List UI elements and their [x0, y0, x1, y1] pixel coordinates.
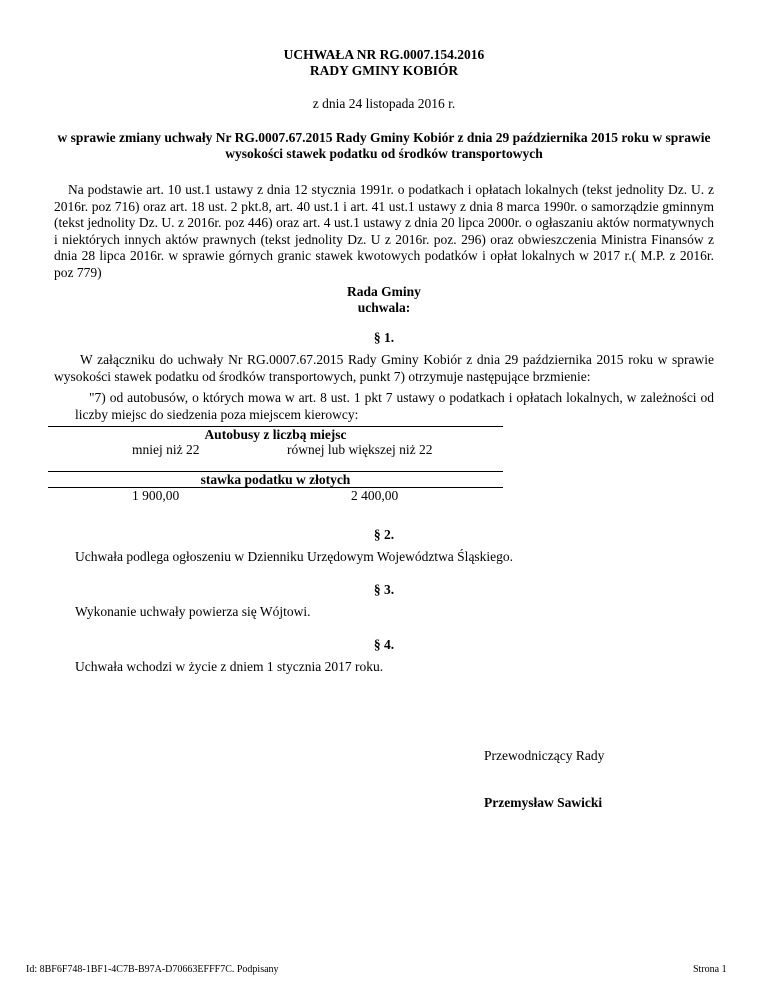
- footer-document-id: Id: 8BF6F748-1BF1-4C7B-B97A-D70663EFFF7C. Podpisany: [26, 964, 279, 975]
- section-2-heading: § 2.: [373, 527, 395, 542]
- section-2-text: Uchwała podlega ogłoszeniu w Dzienniku Urzędowym Województwa Śląskiego.: [75, 549, 514, 564]
- table-col-1: mniej niż 22: [132, 442, 200, 457]
- resolves-line-1: Rada Gminy: [347, 284, 421, 299]
- section-1-text: W załączniku do uchwały Nr RG.0007.67.2015 Rady Gminy Kobiór z dnia 29 października 2015 roku w sprawie wysokości stawek podatku od środków transportowych, punkt 7) otrzymuje następujące brzmienie:: [54, 352, 714, 384]
- signature-role: Przewodniczący Rady: [484, 748, 605, 763]
- resolves-heading: [0, 284, 768, 316]
- title-line-1: UCHWAŁA NR RG.0007.154.2016: [283, 47, 485, 62]
- document-title: [0, 47, 768, 79]
- resolves-line-2: uchwala:: [357, 300, 411, 315]
- section-3-text: Wykonanie uchwały powierza się Wójtowi.: [75, 604, 311, 619]
- section-1-quote: "7) od autobusów, o których mowa w art. 8 ust. 1 pkt 7 ustawy o podatkach i opłatach lokalnych, w zależności od liczby miejsc do siedzenia poza miejscem kierowcy:: [75, 390, 714, 422]
- section-4-heading: § 4.: [373, 637, 395, 652]
- table-rate-label: stawka podatku w złotych: [48, 472, 503, 488]
- table-value-1: 1 900,00: [132, 488, 180, 503]
- document-date: z dnia 24 listopada 2016 r.: [312, 96, 456, 111]
- table-value-2: 2 400,00: [351, 488, 399, 503]
- signature-name: Przemysław Sawicki: [484, 795, 603, 810]
- preamble-text: Na podstawie art. 10 ust.1 ustawy z dnia 12 stycznia 1991r. o podatkach i opłatach lokalnych (tekst jednolity Dz. U. z 2016r. poz 716) oraz art. 18 ust. 2 pkt.8, art. 40 ust.1 i art. 41 ust.1 ustawy z dnia 8 marca 1990r. o samorządzie gminnym (tekst jednolity Dz. U. z 2016r. poz 446) oraz art. 4 ust.1 ustawy z dnia 20 lipca 2000r. o ogłaszaniu aktów normatywnych i niektórych innych aktów prawnych (tekst jednolity Dz. U z 2016r. poz. 296) oraz obwieszczenia Ministra Finansów z dnia 28 lipca 2016r. w sprawie górnych granic stawek kwotowych podatków i opłat lokalnych w 2017 r.( M.P. z 2016r. poz 779): [54, 182, 714, 280]
- section-3-heading: § 3.: [373, 582, 395, 597]
- section-4-text: Uchwała wchodzi w życie z dniem 1 stycznia 2017 roku.: [75, 659, 384, 674]
- title-line-2: RADY GMINY KOBIÓR: [309, 63, 459, 78]
- section-1-heading: § 1.: [373, 330, 395, 345]
- tax-rate-table: [48, 426, 503, 503]
- footer-page-number: Strona 1: [693, 964, 727, 975]
- document-subject: w sprawie zmiany uchwały Nr RG.0007.67.2015 Rady Gminy Kobiór z dnia 29 października 2015 roku w sprawie wysokości stawek podatku od środków transportowych: [57, 130, 711, 161]
- table-col-2: równej lub większej niż 22: [287, 442, 433, 457]
- table-header: Autobusy z liczbą miejsc: [48, 427, 503, 443]
- table-spacer: [48, 457, 503, 472]
